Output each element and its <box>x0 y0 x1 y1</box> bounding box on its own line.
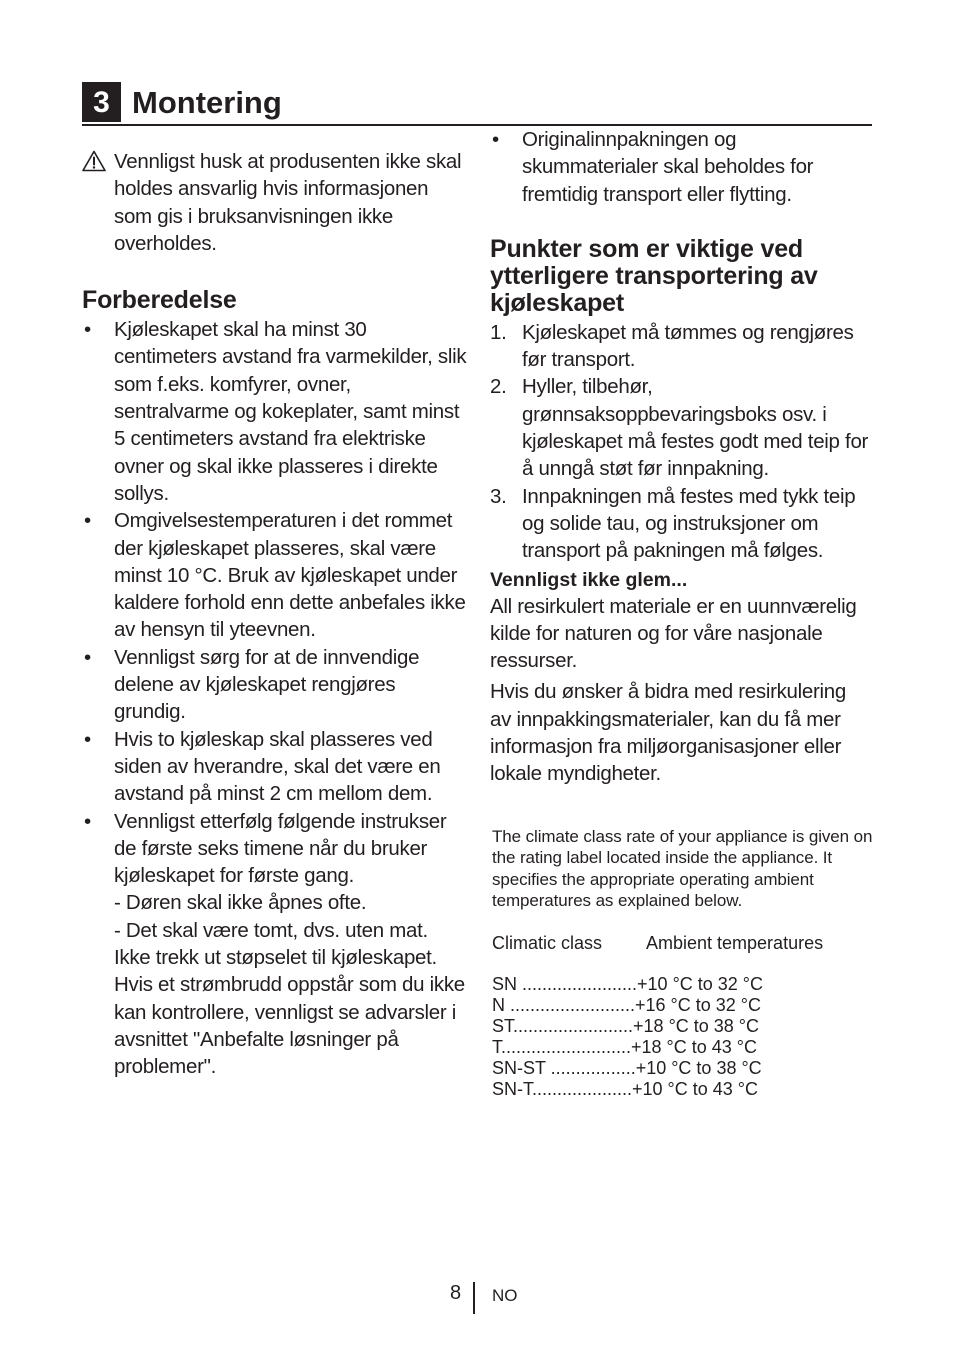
power-outage-note: Ikke trekk ut støpselet til kjøleskapet. Hvis et strømbrudd oppstår som du ikke kan kontrollere, vennligst se advarsler i avsnittet "Anbefalte løsninger på problemer". <box>114 946 465 1079</box>
chapter-title: Montering <box>132 85 282 120</box>
list-item: • Omgivelsestemperaturen i det rommet der kjøleskapet plasseres, skal være minst 10 °C. Bruk av kjøleskapet under kaldere forhold enn dette anbefales ikke av hensyn til yteevnen. <box>82 507 467 643</box>
first-use-line: - Døren skal ikke åpnes ofte. <box>114 891 367 915</box>
step-text: Kjøleskapet må tømmes og rengjøres før transport. <box>522 320 854 372</box>
warning-text: Vennligst husk at produsenten ikke skal holdes ansvarlig hvis informasjonen som gis i bruksanvisningen ikke overholdes. <box>114 150 462 255</box>
list-item: • Originalinnpakningen og skummaterialer skal beholdes for fremtidig transport eller flytting. <box>490 126 850 208</box>
language-code: NO <box>492 1286 518 1305</box>
climate-table-header <box>490 932 880 954</box>
list-item <box>490 373 875 482</box>
preparation-list <box>82 316 467 1080</box>
right-column <box>490 126 880 1100</box>
section-title-forberedelse: Forberedelse <box>82 286 237 315</box>
step-number: 2. <box>490 375 507 399</box>
chapter-number-badge: 3 <box>82 82 121 122</box>
section-title-transport: Punkter som er viktige ved ytterligere transportering av kjøleskapet <box>490 234 818 317</box>
climate-row-text: ST........................+18 °C to 38 °C <box>492 1015 759 1036</box>
warning-note <box>82 148 467 257</box>
packaging-list <box>490 126 850 208</box>
table-row <box>492 995 880 1016</box>
left-column <box>82 148 467 1081</box>
climate-row-text: SN-T....................+10 °C to 43 °C <box>492 1078 758 1099</box>
table-row <box>492 1058 880 1079</box>
warning-icon <box>82 150 106 172</box>
first-use-line: - Det skal være tomt, dvs. uten mat. <box>114 918 428 942</box>
climate-row-text: SN .......................+10 °C to 32 °C <box>492 973 763 994</box>
footer-divider <box>473 1282 475 1314</box>
step-number: 3. <box>490 484 507 508</box>
step-text: Innpakningen må festes med tykk teip og solide tau, og instruksjoner om transport på pakningen må følges. <box>522 484 856 563</box>
page-number: 8 <box>450 1282 462 1304</box>
transport-steps <box>490 319 875 565</box>
list-item-first-use <box>82 808 467 1081</box>
table-row <box>492 1079 880 1100</box>
list-item: • Kjøleskapet skal ha minst 30 centimeters avstand fra varmekilder, slik som f.eks. komfyrer, ovner, sentralvarme og kokeplater, samt minst 5 centimeters avstand fra elektriske ovner og skal ikke plasseres i direkte sollys. <box>82 316 467 507</box>
table-row <box>492 974 880 995</box>
recycling-paragraph: All resirkulert materiale er en uunnværelig kilde for naturen og for våre nasjonale ressurser. <box>490 594 857 673</box>
list-item: • Hvis to kjøleskap skal plasseres ved siden av hverandre, skal det være en avstand på minst 2 cm mellom dem. <box>82 726 467 808</box>
climate-class-table <box>490 974 880 1100</box>
climate-row-text: T..........................+18 °C to 43 °C <box>492 1036 757 1057</box>
ambient-temperatures-header: Ambient temperatures <box>646 932 824 953</box>
table-row <box>492 1016 880 1037</box>
climate-row-text: N .........................+16 °C to 32 °C <box>492 994 761 1015</box>
list-item <box>490 319 875 374</box>
step-text: Hyller, tilbehør, grønnsaksoppbevaringsboks osv. i kjøleskapet må festes godt med teip for å unngå støt før innpakning. <box>522 375 869 481</box>
remember-title: Vennligst ikke glem... <box>490 568 688 591</box>
climate-class-intro: The climate class rate of your appliance is given on the rating label located inside the appliance. It specifies the appropriate operating ambient temperatures as explained below. <box>492 826 873 911</box>
chapter-header <box>82 82 872 126</box>
recycling-info-paragraph: Hvis du ønsker å bidra med resirkulering av innpakkingsmaterialer, kan du få mer informasjon fra miljøorganisasjoner eller lokale myndigheter. <box>490 680 846 786</box>
step-number: 1. <box>490 320 507 344</box>
climate-row-text: SN-ST .................+10 °C to 38 °C <box>492 1057 762 1078</box>
list-item <box>490 483 875 565</box>
climatic-class-header: Climatic class <box>492 932 603 953</box>
first-use-intro: • Vennligst etterfølg følgende instrukser de første seks timene når du bruker kjøleskapet for første gang. <box>114 809 447 888</box>
list-item: • Vennligst sørg for at de innvendige delene av kjøleskapet rengjøres grundig. <box>82 644 467 726</box>
table-row <box>492 1037 880 1058</box>
